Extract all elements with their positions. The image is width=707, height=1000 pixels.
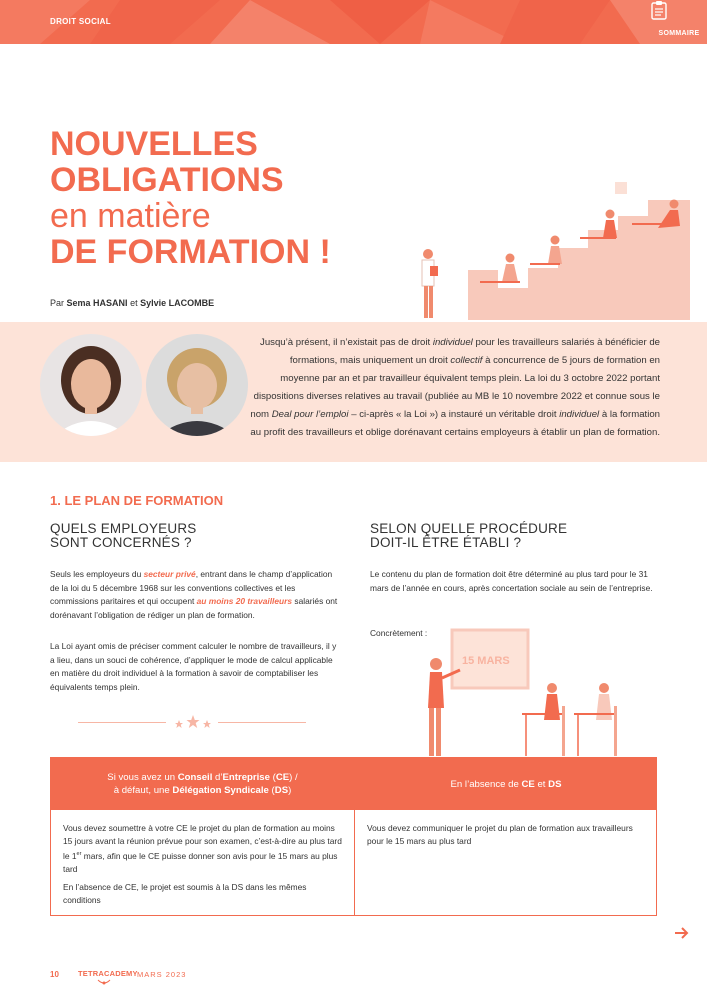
section-label: DROIT SOCIAL [50,17,111,26]
right-paragraph-2: Concrètement : [370,628,428,638]
footer-date: MARS 2023 [137,970,187,979]
byline-prefix: Par [50,298,65,308]
table-column-separator [354,758,355,915]
byline [50,298,214,308]
section-title: 1. LE PLAN DE FORMATION [50,493,224,508]
table-header-absence: En l’absence de CE et DS [355,758,657,810]
title-line-1: NOUVELLES [50,125,258,163]
left-paragraph-1: Seuls les employeurs du secteur privé, entrant dans le champ d’application de la loi du 5 décembre 1968 sur les conventions collectives et les commissions paritaires et qui occupent au moins 20 travailleurs salariés ont dorénavant l’obligation de rédiger un plan de formation. [50,569,338,620]
board-date: 15 MARS [462,655,510,667]
left-paragraph-2: La Loi ayant omis de préciser comment calculer le nombre de travailleurs, il y a lieu, dans un souci de cohérence, d’appliquer le mode de calcul applicable en matière du droit individuel à la formation à savoir de comptabiliser les équivalents temps plein. [50,641,337,692]
header-banner [0,0,707,44]
author-portrait-1 [40,334,142,436]
stars-ornament [172,714,214,730]
author-1: Sema HASANI [66,298,128,308]
next-page-arrow-icon[interactable] [674,926,690,940]
byline-and: et [130,298,138,308]
right-paragraph-1: Le contenu du plan de formation doit être déterminé au plus tard pour le 31 mars de l’année en cours, après concertation sociale au sein de l’entreprise. [370,569,653,593]
sommaire-button[interactable] [651,0,707,44]
left-subheading: QUELS EMPLOYEURS SONT CONCERNÉS ? [50,521,197,550]
stairs-learning-illustration [410,178,690,320]
title-line-2: OBLIGATIONS [50,161,284,199]
footer-brand: TETRACADEMY [78,969,138,978]
procedure-table [50,757,657,916]
author-portrait-2 [146,334,248,436]
divider-line-left [78,722,166,723]
author-2: Sylvie LACOMBE [140,298,215,308]
divider-line-right [218,722,306,723]
classroom-illustration [412,628,642,758]
highlight-20-travailleurs: au moins 20 travailleurs [196,596,293,606]
page-number: 10 [50,970,59,979]
table-cell-ce-ds: Vous devez soumettre à votre CE le projet du plan de formation au moins 15 jours avant la réunion prévue pour son examen, c’est-à-dire au plus tard le 1er mars, afin que le CE puisse donner son avis pour le 15 mars au plus tard En l’absence de CE, le projet est soumis à la DS dans les mêmes conditions [63,823,342,905]
right-subheading: SELON QUELLE PROCÉDURE DOIT-IL ÊTRE ÉTABLI ? [370,521,568,550]
clipboard-icon [651,0,667,20]
table-header-ce-ds: Si vous avez un Conseil d’Entreprise (CE) / à défaut, une Délégation Syndicale (DS) [51,758,354,810]
title-line-4: DE FORMATION ! [50,233,331,271]
intro-paragraph: Jusqu’à présent, il n’existait pas de droit individuel pour les travailleurs salariés à bénéficier de formations, mais uniquement un droit collectif à concurrence de 5 jours de formation en moyenne par an et par travailleur équivalent temps plein. La loi du 3 octobre 2022 portant dispositions diverses relatives au travail (publiée au MB le 10 novembre 2022 et connue sous le nom Deal pour l’emploi – ci-après « la Loi ») a instauré un véritable droit individuel à la formation au profit des travailleurs et oblige dorénavant certains employeurs à établir un plan de formation. [250,337,660,438]
article-title [50,126,331,270]
sommaire-label: SOMMAIRE [658,30,700,37]
title-line-3: en matière [50,197,211,235]
table-cell-absence: Vous devez communiquer le projet du plan de formation aux travailleurs pour le 15 mars au plus tard [367,823,633,846]
highlight-secteur-prive: secteur privé [143,569,196,579]
